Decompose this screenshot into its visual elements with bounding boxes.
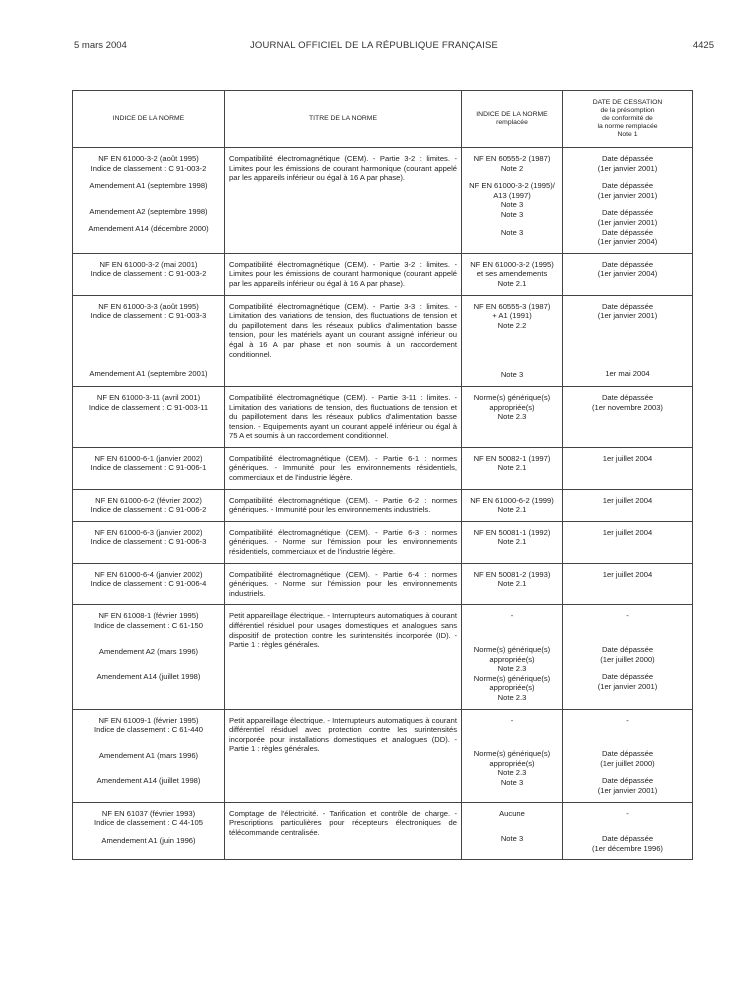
cell-text: Petit appareillage électrique. - Interrupteurs automatiques à courant différentiel résiduel avec protection contre les surintensités incorporée pour installations domestiques et analogues (DD). - Partie 1 : règles générales. — [229, 715, 457, 754]
cell-line — [466, 826, 558, 834]
cell-line: (1er janvier 2001) — [597, 785, 658, 795]
cell-c4 — [563, 521, 693, 563]
cell-c2 — [225, 295, 462, 386]
cell-line — [567, 826, 688, 834]
table-header — [73, 91, 693, 148]
cell-line: - — [626, 715, 629, 725]
cell-c4 — [563, 563, 693, 605]
cell-c2 — [225, 802, 462, 860]
cell-text: Compatibilité électromagnétique (CEM). - Partie 3-11 : limites. - Limitation des variations de tension, des fluctuations de tension et du papillotement dans les réseaux publics d'alimentation basse tension. - Equipements ayant un courant appelé inférieur ou égal à 75 A et soumis à un raccordement conditionnel. — [229, 392, 457, 441]
cell-line: Note 2.1 — [497, 579, 527, 589]
cell-line — [77, 760, 220, 768]
cell-line: Indice de classement : C 91-003-2 — [90, 269, 207, 279]
table-row — [73, 295, 693, 386]
cell-line: - — [510, 611, 514, 621]
cell-line — [77, 768, 220, 776]
cell-line — [466, 362, 558, 370]
cell-line: Note 2.3 — [497, 768, 527, 778]
table-row — [73, 148, 693, 254]
cell-line — [466, 818, 558, 826]
table-body — [73, 148, 693, 860]
cell-line: NF EN 60555-2 (1987) — [473, 154, 551, 163]
cell-c3 — [462, 295, 563, 386]
cell-c1 — [73, 563, 225, 605]
cell-line: NF EN 60555-3 (1987) — [473, 301, 551, 311]
cell-line — [567, 733, 688, 741]
cell-line — [466, 725, 558, 733]
cell-line: + A1 (1991) — [492, 311, 532, 321]
cell-line: Amendement A2 (mars 1996) — [98, 646, 199, 656]
cell-c3 — [462, 521, 563, 563]
cell-c1 — [73, 148, 225, 254]
cell-line — [77, 173, 220, 181]
cell-line: Date dépassée — [601, 834, 654, 844]
cell-line — [567, 337, 688, 345]
cell-line: Indice de classement : C 61-440 — [94, 725, 203, 735]
cell-c2 — [225, 563, 462, 605]
cell-line: (1er janvier 2001) — [597, 681, 658, 691]
cell-c2 — [225, 447, 462, 489]
cell-line: Note 3 — [500, 200, 524, 210]
cell-text: Compatibilité électromagnétique (CEM). - Partie 6-4 : normes génériques. - Norme sur l'émission pour les environnements industriels. — [229, 569, 457, 598]
cell-line: appropriée(s) — [489, 683, 535, 693]
cell-c2 — [225, 386, 462, 447]
cell-text: Compatibilité électromagnétique (CEM). - Partie 6-3 : normes génériques. - Norme sur l'émission pour les environnements résidentiels, commerciaux et de l'industrie légère. — [229, 527, 457, 557]
cell-line: Note 2.1 — [497, 537, 527, 547]
header-cell-titre: TITRE DE LA NORME — [225, 91, 462, 148]
cell-line: Amendement A14 (décembre 2000) — [88, 224, 209, 234]
cell-c1 — [73, 295, 225, 386]
cell-line: Indice de classement : C 91-003-2 — [90, 163, 207, 173]
cell-line — [567, 345, 688, 353]
cell-line — [567, 664, 688, 672]
cell-c3 — [462, 253, 563, 295]
cell-line: NF EN 61000-6-2 (février 2002) — [95, 495, 202, 505]
cell-line — [77, 828, 220, 836]
cell-line — [77, 664, 220, 672]
cell-c1 — [73, 253, 225, 295]
cell-line: Note 2.3 — [497, 412, 527, 422]
cell-line: Note 2.2 — [497, 320, 527, 330]
cell-c2 — [225, 489, 462, 521]
cell-line: Amendement A14 (juillet 1998) — [96, 672, 201, 682]
cell-line: Indice de classement : C 91-003-11 — [88, 402, 209, 412]
cell-line — [466, 354, 558, 362]
table-row — [73, 605, 693, 709]
cell-line: Note 3 — [500, 777, 524, 787]
cell-line — [77, 353, 220, 361]
cell-line — [466, 330, 558, 338]
cell-line — [567, 818, 688, 826]
cell-line — [567, 321, 688, 329]
cell-line: Amendement A2 (septembre 1998) — [89, 206, 208, 216]
cell-line: NF EN 61000-3-2 (mai 2001) — [99, 259, 198, 269]
table-row — [73, 253, 693, 295]
cell-c4 — [563, 253, 693, 295]
cell-line: NF EN 61009-1 (février 1995) — [98, 715, 199, 725]
cell-line — [567, 353, 688, 361]
header-date: 5 mars 2004 — [74, 40, 127, 51]
cell-line — [567, 173, 688, 181]
cell-line: Indice de classement : C 91-006-2 — [90, 505, 207, 515]
cell-line — [466, 733, 558, 741]
header-cell-norme-remplacee: INDICE DE LA NORME remplacée — [462, 91, 563, 148]
cell-line: (1er décembre 1996) — [592, 843, 663, 853]
cell-line: NF EN 61000-6-2 (1999) — [470, 495, 554, 505]
cell-line — [466, 741, 558, 749]
cell-line: Date dépassée — [601, 208, 654, 218]
cell-line: Indice de classement : C 91-006-4 — [90, 579, 207, 589]
cell-line: Amendement A1 (juin 1996) — [101, 835, 196, 845]
cell-line: Amendement A14 (juillet 1998) — [96, 776, 201, 786]
cell-c3 — [462, 605, 563, 709]
cell-c1 — [73, 447, 225, 489]
cell-line: 1er juillet 2004 — [602, 453, 653, 463]
cell-line: Note 3 — [500, 834, 524, 844]
cell-line: NF EN 61000-3-2 (1995) — [470, 259, 554, 269]
cell-line: (1er novembre 2003) — [592, 402, 663, 412]
cell-text: Compatibilité électromagnétique (CEM). - Partie 3-2 : limites. - Limites pour les émissions de courant harmonique (courant appelé par les appareils inférieur ou égal à 16 A par phase). — [229, 154, 457, 183]
cell-line — [466, 621, 558, 629]
cell-line: Amendement A1 (mars 1996) — [98, 750, 199, 760]
cell-line: Note 2.1 — [497, 278, 527, 288]
cell-line: 1er juillet 2004 — [602, 569, 653, 579]
cell-c4 — [563, 386, 693, 447]
cell-line: (1er juillet 2000) — [600, 758, 655, 768]
cell-line: Norme(s) générique(s) — [473, 749, 551, 759]
cell-line: A13 (1997) — [493, 190, 531, 200]
cell-line: NF EN 61000-6-4 (janvier 2002) — [94, 569, 203, 579]
cell-c3 — [462, 447, 563, 489]
cell-line: NF EN 61037 (février 1993) — [101, 808, 196, 818]
cell-line: - — [626, 808, 629, 818]
table-row — [73, 709, 693, 802]
cell-line — [77, 321, 220, 329]
table-row — [73, 489, 693, 521]
cell-line — [77, 361, 220, 369]
cell-line — [466, 346, 558, 354]
cell-line — [77, 631, 220, 639]
cell-line: Norme(s) générique(s) — [473, 673, 551, 683]
cell-c4 — [563, 709, 693, 802]
cell-line — [77, 639, 220, 647]
cell-line — [567, 629, 688, 637]
cell-line: NF EN 61008-1 (février 1995) — [98, 611, 199, 621]
cell-line: NF EN 61000-3-2 (1995)/ — [469, 181, 555, 191]
cell-line: Date dépassée — [601, 154, 654, 163]
cell-line: Date dépassée — [601, 181, 654, 191]
cell-line — [567, 768, 688, 776]
cell-line: Note 2 — [500, 163, 524, 173]
cell-line: NF EN 61000-6-3 (janvier 2002) — [94, 527, 203, 537]
cell-c3 — [462, 386, 563, 447]
table-row — [73, 563, 693, 605]
cell-line: Date dépassée — [601, 301, 654, 311]
cell-line: Norme(s) générique(s) — [473, 392, 551, 402]
cell-text: Compatibilité électromagnétique (CEM). - Partie 6-1 : normes génériques. - Immunité pour les environnements résidentiels, commerciaux et de l'industrie légère. — [229, 453, 457, 483]
cell-c1 — [73, 709, 225, 802]
cell-line — [77, 199, 220, 207]
cell-c3 — [462, 148, 563, 254]
cell-line: Date dépassée — [601, 392, 654, 402]
cell-line: 1er juillet 2004 — [602, 495, 653, 505]
cell-line — [466, 338, 558, 346]
cell-c1 — [73, 386, 225, 447]
cell-c4 — [563, 605, 693, 709]
cell-text: Petit appareillage électrique. - Interrupteurs automatiques à courant différentiel résiduel pour usages domestiques et analogues sans dispositif de protection contre les surintensités incorporée (ID). - Partie 1 : règles générales. — [229, 611, 457, 650]
cell-line: NF EN 50081-1 (1992) — [473, 527, 551, 537]
cell-line: et ses amendements — [476, 269, 548, 279]
cell-c4 — [563, 148, 693, 254]
cell-line — [77, 656, 220, 664]
cell-c1 — [73, 605, 225, 709]
cell-c3 — [462, 802, 563, 860]
cell-line: Note 2.1 — [497, 505, 527, 515]
cell-line: Aucune — [499, 808, 525, 818]
cell-line — [77, 216, 220, 224]
cell-line — [77, 345, 220, 353]
cell-line: - — [510, 715, 514, 725]
cell-line: NF EN 61000-3-11 (avril 2001) — [96, 392, 201, 402]
cell-line: NF EN 50082-1 (1997) — [473, 453, 551, 463]
cell-line: NF EN 61000-6-1 (janvier 2002) — [94, 453, 203, 463]
cell-line: Amendement A1 (septembre 2001) — [89, 368, 208, 378]
header-page-number: 4425 — [692, 40, 714, 51]
cell-line: Note 3 — [500, 227, 524, 237]
cell-line — [77, 337, 220, 345]
cell-line: Note 3 — [500, 370, 524, 380]
cell-line: (1er janvier 2004) — [597, 269, 658, 279]
header-cell-indice: INDICE DE LA NORME — [73, 91, 225, 148]
cell-line — [77, 329, 220, 337]
cell-line: Indice de classement : C 91-003-3 — [90, 311, 207, 321]
cell-line — [567, 637, 688, 645]
cell-c1 — [73, 802, 225, 860]
header-cell-date-cessation: DATE DE CESSATION de la présomption de conformité de la norme remplacée Note 1 — [563, 91, 693, 148]
cell-line: (1er janvier 2004) — [597, 237, 658, 247]
cell-line: Amendement A1 (septembre 1998) — [89, 181, 208, 191]
cell-text: Compatibilité électromagnétique (CEM). - Partie 3-3 : limites. - Limitation des variations de tension, des fluctuations de tension et du papillotement dans les réseaux publics d'alimentation basse tension, pour les matériels ayant un courant assigné inférieur ou égal à 16 A par phase et non soumis à un raccordement conditionnel. — [229, 301, 457, 359]
cell-line — [466, 173, 558, 181]
cell-line — [567, 725, 688, 733]
cell-line — [77, 735, 220, 743]
cell-line: Note 3 — [500, 209, 524, 219]
cell-line: (1er janvier 2001) — [597, 190, 658, 200]
cell-c2 — [225, 709, 462, 802]
cell-line — [466, 220, 558, 228]
cell-line: Indice de classement : C 91-006-3 — [90, 537, 207, 547]
cell-line: Date dépassée — [601, 672, 654, 682]
cell-line: Date dépassée — [601, 645, 654, 654]
cell-line: NF EN 61000-3-2 (août 1995) — [98, 154, 199, 163]
cell-line: (1er juillet 2000) — [600, 654, 655, 664]
cell-text: Comptage de l'électricité. - Tarification et contrôle de charge. - Prescriptions particulières pour récepteurs électroniques de télécommande centralisée. — [229, 808, 457, 837]
cell-c1 — [73, 521, 225, 563]
cell-c4 — [563, 447, 693, 489]
cell-line — [567, 741, 688, 749]
cell-line: Date dépassée — [601, 776, 654, 786]
cell-line — [466, 629, 558, 637]
cell-line: appropriée(s) — [489, 402, 535, 412]
cell-line: NF EN 61000-3-3 (août 1995) — [98, 301, 199, 311]
cell-line: (1er janvier 2001) — [597, 311, 658, 321]
cell-c1 — [73, 489, 225, 521]
cell-c4 — [563, 489, 693, 521]
cell-line: (1er janvier 2001) — [597, 217, 658, 227]
cell-line: Indice de classement : C 91-006-1 — [90, 463, 207, 473]
standards-table — [72, 90, 693, 860]
cell-line: appropriée(s) — [489, 654, 535, 664]
cell-line: appropriée(s) — [489, 758, 535, 768]
table-row — [73, 521, 693, 563]
cell-line: Note 2.3 — [497, 692, 527, 702]
cell-c3 — [462, 563, 563, 605]
table-row — [73, 447, 693, 489]
cell-c3 — [462, 709, 563, 802]
cell-line: 1er mai 2004 — [605, 368, 650, 378]
cell-text: Compatibilité électromagnétique (CEM). - Partie 6-2 : normes génériques. - Immunité pour les environnements industriels. — [229, 495, 457, 515]
cell-line — [567, 361, 688, 369]
cell-c2 — [225, 253, 462, 295]
cell-line — [466, 637, 558, 645]
header-journal-title: JOURNAL OFFICIEL DE LA RÉPUBLIQUE FRANÇAISE — [249, 40, 499, 51]
cell-line: 1er juillet 2004 — [602, 527, 653, 537]
cell-line: NF EN 50081-2 (1993) — [473, 569, 551, 579]
table-row — [73, 386, 693, 447]
cell-c3 — [462, 489, 563, 521]
cell-line — [77, 743, 220, 751]
cell-line: Note 2.1 — [497, 463, 527, 473]
cell-line: Date dépassée — [601, 227, 654, 237]
cell-line: Indice de classement : C 44-105 — [94, 818, 203, 828]
cell-line: Indice de classement : C 61-150 — [94, 621, 203, 630]
cell-line — [567, 621, 688, 629]
cell-line — [567, 329, 688, 337]
cell-line — [77, 191, 220, 199]
cell-line: Date dépassée — [601, 259, 654, 269]
cell-line: Norme(s) générique(s) — [473, 645, 551, 654]
cell-line — [567, 200, 688, 208]
cell-text: Compatibilité électromagnétique (CEM). - Partie 3-2 : limites. - Limites pour les émissions de courant harmonique (courant appelé par les appareils inférieur ou égal à 16 A par phase). — [229, 259, 457, 288]
cell-line: (1er janvier 2001) — [597, 163, 658, 173]
cell-line: Note 2.3 — [497, 664, 527, 674]
cell-c2 — [225, 521, 462, 563]
cell-c2 — [225, 605, 462, 709]
cell-line: - — [626, 611, 629, 621]
table-row — [73, 802, 693, 860]
cell-line: Date dépassée — [601, 749, 654, 759]
cell-c4 — [563, 295, 693, 386]
cell-c2 — [225, 148, 462, 254]
cell-c4 — [563, 802, 693, 860]
